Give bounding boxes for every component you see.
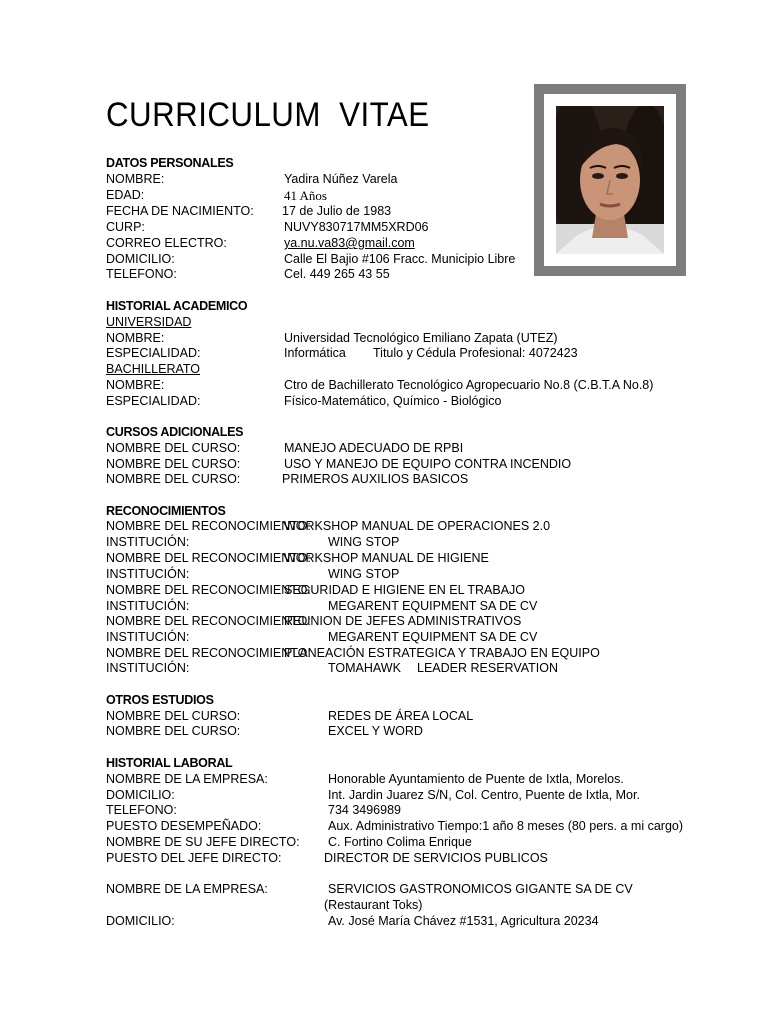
field-label: INSTITUCIÓN: — [106, 535, 190, 549]
field-value: 734 3496989 — [328, 803, 401, 817]
section-heading: DATOS PERSONALES — [106, 156, 234, 170]
field-label: NOMBRE DEL CURSO: — [106, 724, 241, 738]
field-value: MEGARENT EQUIPMENT SA DE CV — [328, 630, 538, 644]
field-value: 17 de Julio de 1983 — [282, 204, 392, 218]
field-label: DOMICILIO: — [106, 788, 175, 802]
email-link[interactable]: ya.nu.va83@gmail.com — [284, 236, 415, 250]
field-label: ESPECIALIDAD: — [106, 394, 201, 408]
section-heading: OTROS ESTUDIOS — [106, 693, 214, 707]
field-value: MANEJO ADECUADO DE RPBI — [284, 441, 464, 455]
field-label: FECHA DE NACIMIENTO: — [106, 204, 254, 218]
field-label: NOMBRE DEL RECONOCIMIENTO: — [106, 519, 311, 533]
field-value: Titulo y Cédula Profesional: 4072423 — [373, 346, 578, 360]
section-heading: HISTORIAL ACADEMICO — [106, 299, 248, 313]
field-label: NOMBRE DEL CURSO: — [106, 472, 241, 486]
photo-mat — [544, 94, 676, 266]
field-label: NOMBRE DEL RECONOCIMIENTO: — [106, 614, 311, 628]
field-label: DOMICILIO: — [106, 914, 175, 928]
field-value: PLANEACIÓN ESTRATEGICA Y TRABAJO EN EQUIPO — [284, 646, 600, 660]
field-label: NOMBRE: — [106, 172, 165, 186]
field-value: SERVICIOS GASTRONOMICOS GIGANTE SA DE CV — [328, 882, 633, 896]
field-label: CORREO ELECTRO: — [106, 236, 227, 250]
field-label: NOMBRE: — [106, 378, 165, 392]
field-label: DOMICILIO: — [106, 252, 175, 266]
field-value: C. Fortino Colima Enrique — [328, 835, 472, 849]
field-value: WORKSHOP MANUAL DE OPERACIONES 2.0 — [284, 519, 551, 533]
field-value: DIRECTOR DE SERVICIOS PUBLICOS — [324, 851, 548, 865]
field-label: NOMBRE DE LA EMPRESA: — [106, 772, 268, 786]
field-value: Ctro de Bachillerato Tecnológico Agropecuario No.8 (C.B.T.A No.8) — [284, 378, 654, 392]
field-label: NOMBRE DE LA EMPRESA: — [106, 882, 268, 896]
field-value: Físico-Matemático, Químico - Biológico — [284, 394, 502, 408]
field-value: USO Y MANEJO DE EQUIPO CONTRA INCENDIO — [284, 457, 572, 471]
field-value: REUNION DE JEFES ADMINISTRATIVOS — [284, 614, 522, 628]
field-label: NOMBRE: — [106, 331, 165, 345]
field-value: Av. José María Chávez #1531, Agricultura 20234 — [328, 914, 599, 928]
field-label: NOMBRE DEL RECONOCIMIENTO: — [106, 551, 311, 565]
field-label: NOMBRE DEL CURSO: — [106, 441, 241, 455]
field-value: PRIMEROS AUXILIOS BASICOS — [282, 472, 469, 486]
field-value: Honorable Ayuntamiento de Puente de Ixtla, Morelos. — [328, 772, 624, 786]
field-value: WORKSHOP MANUAL DE HIGIENE — [284, 551, 489, 565]
field-value: Aux. Administrativo Tiempo:1 año 8 meses (80 pers. a mi cargo) — [328, 819, 684, 833]
field-label: INSTITUCIÓN: — [106, 599, 190, 613]
field-label: TELEFONO: — [106, 803, 177, 817]
field-label: ESPECIALIDAD: — [106, 346, 201, 360]
section-heading: RECONOCIMIENTOS — [106, 504, 226, 518]
subheading: BACHILLERATO — [106, 362, 201, 376]
field-value: WING STOP — [328, 535, 400, 549]
profile-photo — [556, 106, 664, 254]
field-label: NOMBRE DEL CURSO: — [106, 709, 241, 723]
field-label: PUESTO DEL JEFE DIRECTO: — [106, 851, 282, 865]
field-value: TOMAHAWK — [328, 661, 401, 675]
field-value: 41 Años — [284, 188, 327, 203]
field-label: EDAD: — [106, 188, 145, 202]
field-value: NUVY830717MM5XRD06 — [284, 220, 429, 234]
field-label: TELEFONO: — [106, 267, 177, 281]
field-label: NOMBRE DEL RECONOCIMIENTO: — [106, 646, 311, 660]
profile-photo-frame — [534, 84, 686, 276]
field-value: Universidad Tecnológico Emiliano Zapata (UTEZ) — [284, 331, 558, 345]
field-value: SEGURIDAD E HIGIENE EN EL TRABAJO — [284, 583, 526, 597]
field-value: Cel. 449 265 43 55 — [284, 267, 390, 281]
field-label: NOMBRE DEL RECONOCIMIENTO: — [106, 583, 311, 597]
field-value: (Restaurant Toks) — [324, 898, 423, 912]
subheading: UNIVERSIDAD — [106, 315, 192, 329]
field-value: REDES DE ÁREA LOCAL — [328, 709, 474, 723]
field-value: Int. Jardin Juarez S/N, Col. Centro, Puente de Ixtla, Mor. — [328, 788, 640, 802]
field-value: EXCEL Y WORD — [328, 724, 423, 738]
portrait-image — [556, 106, 664, 254]
field-value: Informática — [284, 346, 346, 360]
field-label: CURP: — [106, 220, 145, 234]
field-label: INSTITUCIÓN: — [106, 567, 190, 581]
field-value: MEGARENT EQUIPMENT SA DE CV — [328, 599, 538, 613]
field-label: PUESTO DESEMPEÑADO: — [106, 819, 262, 833]
field-label: NOMBRE DEL CURSO: — [106, 457, 241, 471]
field-value: LEADER RESERVATION — [417, 661, 559, 675]
field-label: INSTITUCIÓN: — [106, 630, 190, 644]
field-value: Calle El Bajio #106 Fracc. Municipio Libre — [284, 252, 516, 266]
section-heading: HISTORIAL LABORAL — [106, 756, 233, 770]
field-label: NOMBRE DE SU JEFE DIRECTO: — [106, 835, 300, 849]
document-title: CURRICULUM VITAE — [106, 96, 430, 134]
field-value: WING STOP — [328, 567, 400, 581]
section-heading: CURSOS ADICIONALES — [106, 425, 244, 439]
field-value: Yadira Núñez Varela — [284, 172, 398, 186]
field-label: INSTITUCIÓN: — [106, 661, 190, 675]
